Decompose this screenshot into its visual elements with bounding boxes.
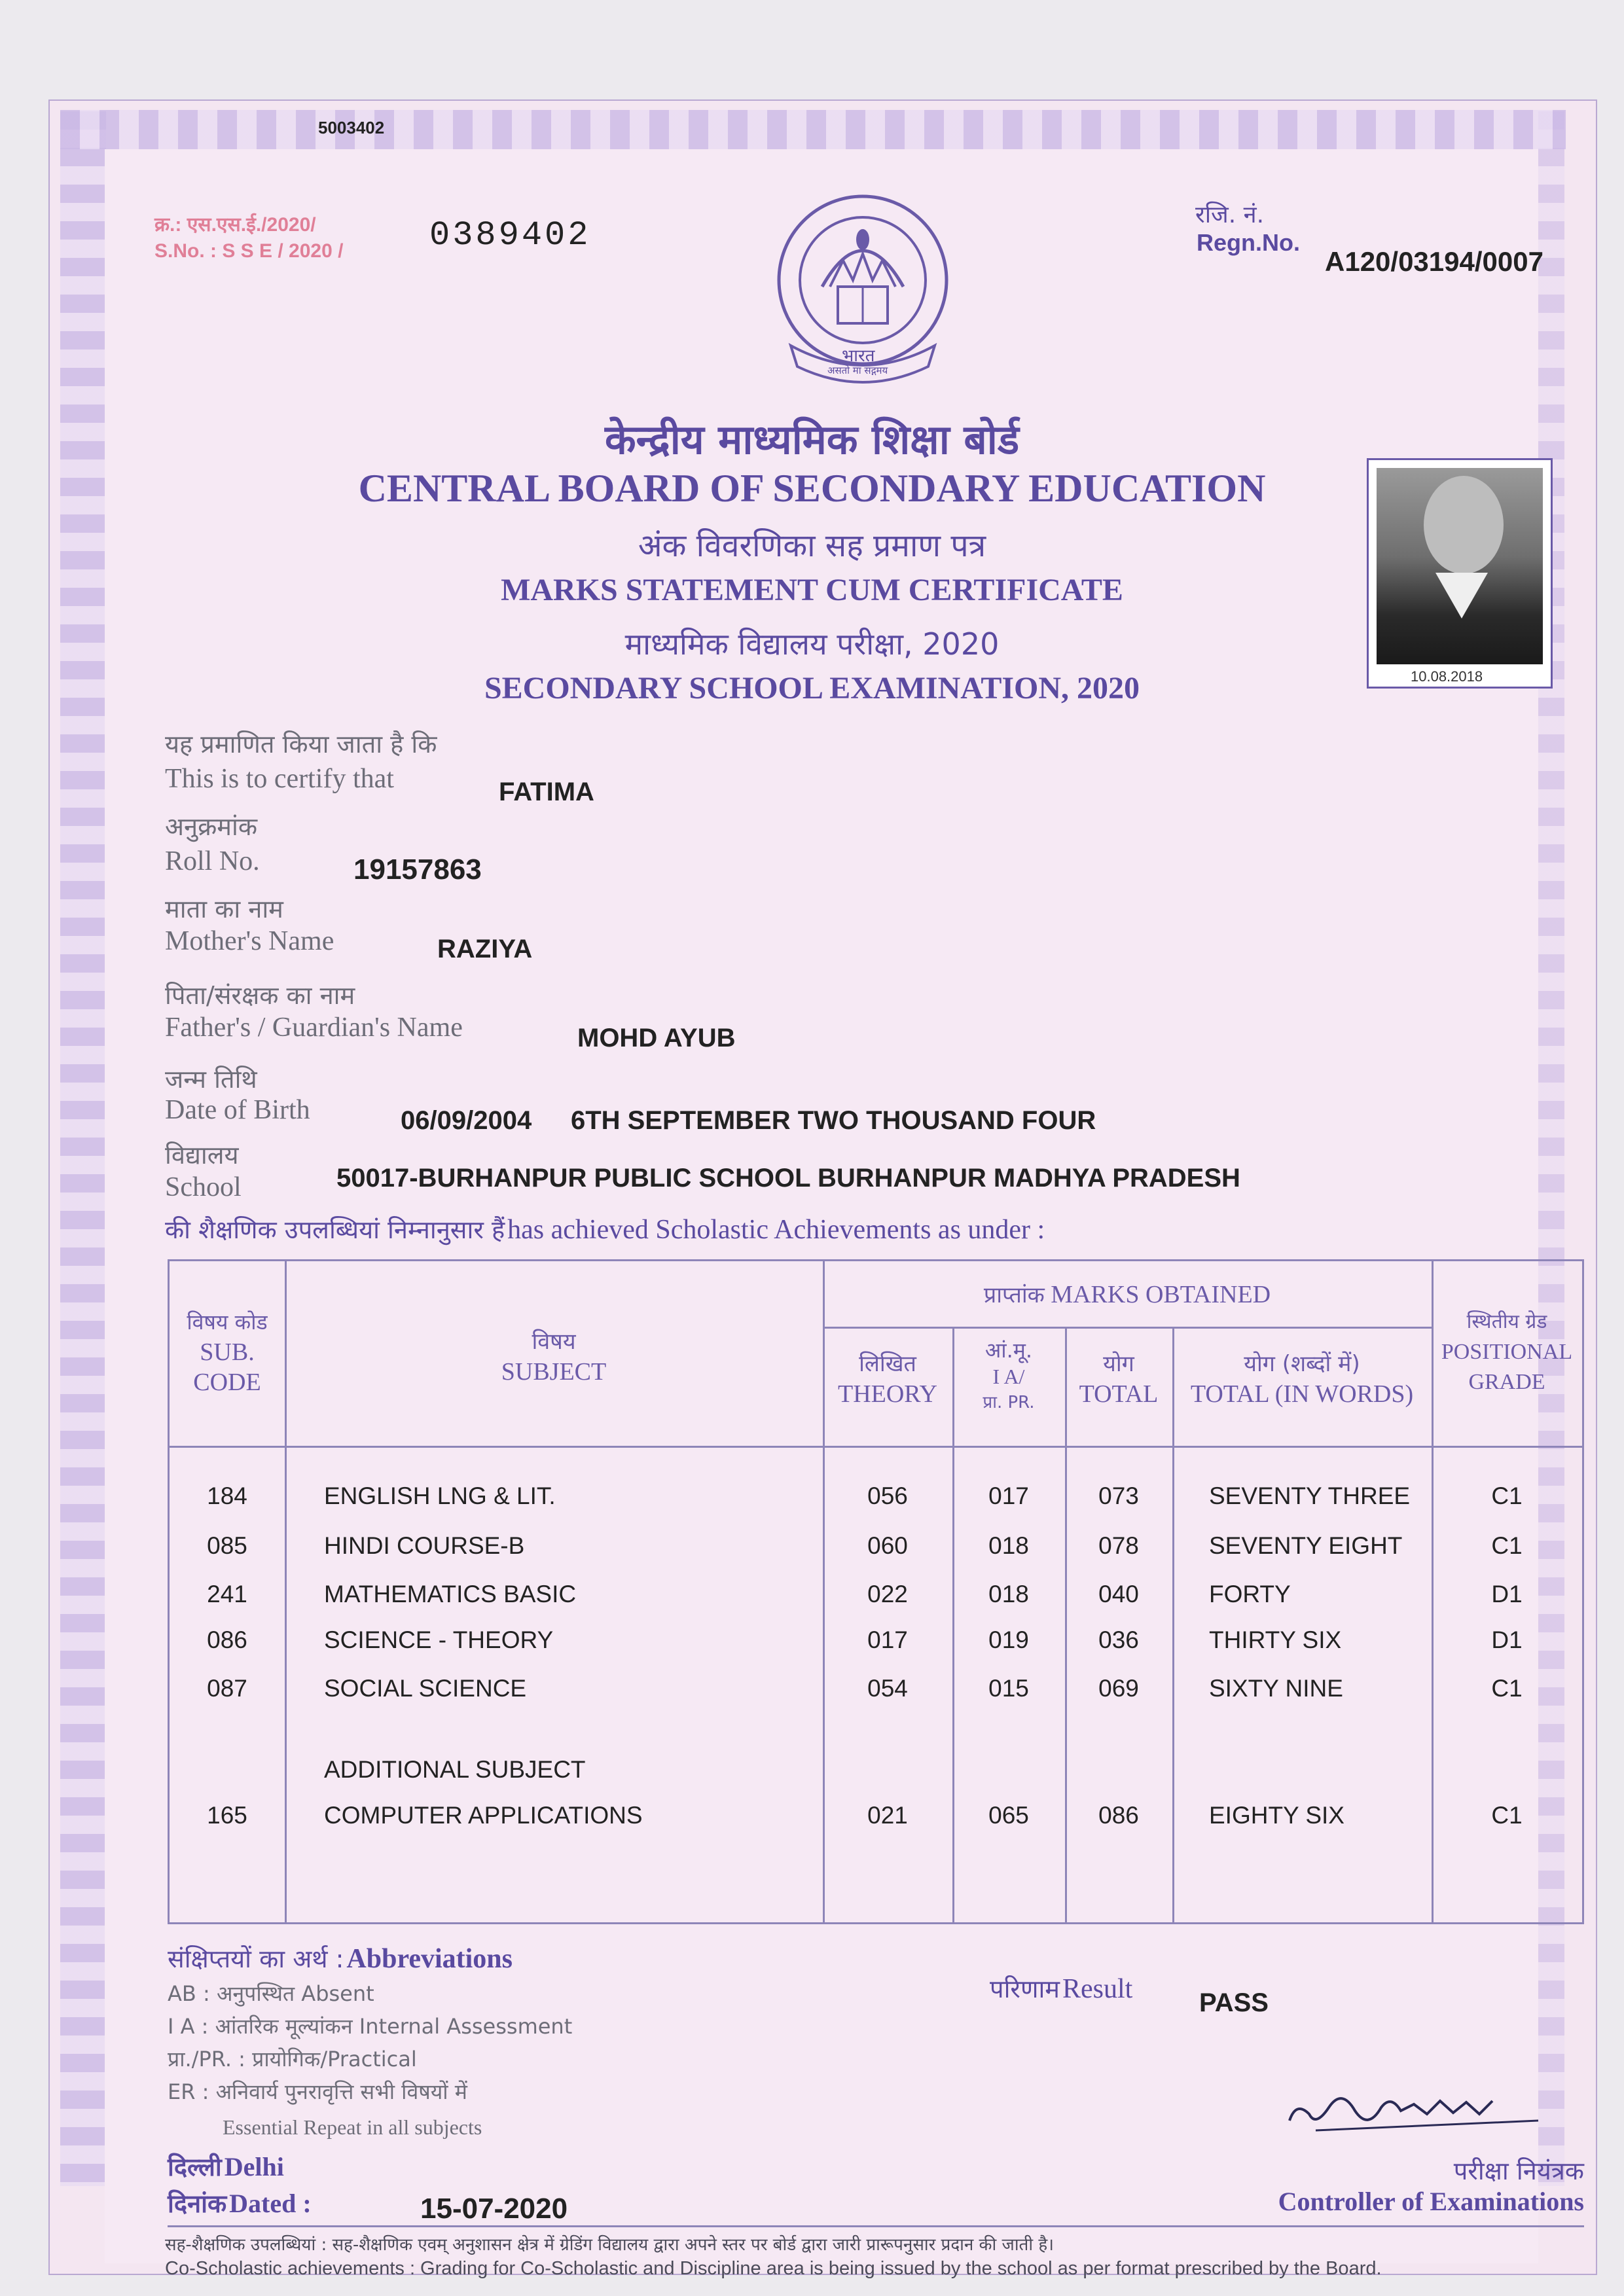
- cell-theory: 060: [867, 1532, 908, 1559]
- cell-grade: C1: [1491, 1675, 1523, 1702]
- cell-grade: D1: [1491, 1626, 1523, 1653]
- cell-ia: 015: [988, 1675, 1029, 1702]
- header-theory-hindi: लिखित: [859, 1351, 916, 1377]
- header-ia-label: I A/: [992, 1365, 1025, 1388]
- sno-english: S.No. : S S E / 2020 /: [154, 240, 344, 262]
- abbr-er-2: Essential Repeat in all subjects: [223, 2115, 482, 2139]
- roll-label: Roll No.: [165, 846, 260, 876]
- result-value: PASS: [1199, 1988, 1269, 2017]
- abbreviations-title-label: Abbreviations: [346, 1944, 513, 1974]
- cbse-emblem: [765, 188, 961, 391]
- school-label: School: [165, 1172, 242, 1202]
- cell-total: 078: [1098, 1532, 1139, 1559]
- header-marks-label: MARKS OBTAINED: [1051, 1281, 1271, 1308]
- emblem-motto: असतो मा सद्गमय: [827, 365, 888, 376]
- signature-graphic: [1276, 2075, 1551, 2147]
- school-name: 50017-BURHANPUR PUBLIC SCHOOL BURHANPUR MADHYA PRADESH: [336, 1164, 1240, 1193]
- cell-subject: SOCIAL SCIENCE: [324, 1675, 527, 1702]
- certificate-number: 0389402: [429, 216, 591, 255]
- place-label: Delhi: [224, 2152, 284, 2181]
- table-row: [170, 1581, 1582, 1613]
- cell-code: 241: [207, 1581, 247, 1607]
- cell-code: 184: [207, 1482, 247, 1509]
- school-label-hindi: विद्यालय: [165, 1141, 239, 1170]
- exam-title-hindi: माध्यमिक विद्यालय परीक्षा, 2020: [624, 626, 1000, 662]
- cell-words: FORTY: [1209, 1581, 1291, 1607]
- table-row: [170, 1532, 1582, 1565]
- cell-theory: 056: [867, 1482, 908, 1509]
- note-hindi: सह-शैक्षणिक उपलब्धियां : सह-शैक्षणिक एवम् अनुशासन क्षेत्र में ग्रेडिंग विद्यालय द्वारा अपने स्तर पर बोर्ड द्वारा जारी प्रारूपनुसार प्रदान की जाती है।: [165, 2235, 1055, 2255]
- dob-label-hindi: जन्म तिथि: [165, 1065, 257, 1094]
- header-code-hindi: विषय कोड: [187, 1310, 268, 1335]
- student-name: FATIMA: [499, 778, 594, 806]
- place-hindi: दिल्ली: [168, 2153, 222, 2181]
- statement-title-hindi: अंक विवरणिका सह प्रमाण पत्र: [638, 528, 986, 564]
- result-label: [990, 1971, 1132, 2005]
- abbr-pr: प्रा./PR. : प्रायोगिक/Practical: [168, 2047, 417, 2072]
- cell-total: 036: [1098, 1626, 1139, 1653]
- cell-words: SEVENTY THREE: [1209, 1482, 1411, 1509]
- cell-words: EIGHTY SIX: [1209, 1802, 1344, 1829]
- mother-label: Mother's Name: [165, 926, 334, 956]
- table-row: [170, 1626, 1582, 1659]
- mother-label-hindi: माता का नाम: [165, 895, 283, 924]
- cell-grade: D1: [1491, 1581, 1523, 1607]
- controller-signature: [1276, 2075, 1551, 2147]
- father-label-hindi: पिता/संरक्षक का नाम: [165, 981, 355, 1010]
- cell-ia: 065: [988, 1802, 1029, 1829]
- controller-title: Controller of Examinations: [1278, 2187, 1584, 2216]
- header-words-hindi: योग (शब्दों में): [1244, 1351, 1360, 1377]
- regn-label: Regn.No.: [1197, 229, 1300, 256]
- cell-grade: C1: [1491, 1532, 1523, 1559]
- cell-total: 069: [1098, 1675, 1139, 1702]
- note-english: Co-Scholastic achievements : Grading for Co-Scholastic and Discipline area is being issued by the school as per format prescribed by the Board.: [165, 2258, 1382, 2279]
- header-total-hindi: योग: [1103, 1351, 1134, 1377]
- roll-label-hindi: अनुक्रमांक: [165, 812, 258, 841]
- statement-title: MARKS STATEMENT CUM CERTIFICATE: [501, 573, 1123, 607]
- result-label-english: Result: [1062, 1974, 1133, 2004]
- controller-hindi: परीक्षा नियंत्रक: [1453, 2157, 1584, 2185]
- cell-code: 087: [207, 1675, 247, 1702]
- header-total-label: TOTAL: [1079, 1380, 1159, 1408]
- cell-subject: COMPUTER APPLICATIONS: [324, 1802, 643, 1829]
- cell-subject: MATHEMATICS BASIC: [324, 1581, 577, 1607]
- dob-value: 06/09/2004: [401, 1106, 532, 1135]
- header-marks-hindi: प्राप्तांक: [983, 1282, 1045, 1308]
- header-words-label: TOTAL (IN WORDS): [1190, 1380, 1414, 1408]
- cell-subject: HINDI COURSE-B: [324, 1532, 525, 1559]
- regn-number: A120/03194/0007: [1325, 246, 1543, 277]
- header-subject-label: SUBJECT: [501, 1358, 607, 1386]
- father-name: MOHD AYUB: [577, 1024, 736, 1052]
- dated-label: Dated :: [229, 2189, 312, 2218]
- table-row: [170, 1482, 1582, 1515]
- issue-date: 15-07-2020: [420, 2193, 568, 2225]
- cell-grade: C1: [1491, 1802, 1523, 1829]
- cell-words: SEVENTY EIGHT: [1209, 1532, 1403, 1559]
- table-row: [170, 1675, 1582, 1708]
- cell-subject: SCIENCE - THEORY: [324, 1626, 554, 1653]
- dated-hindi: दिनांक: [168, 2189, 227, 2218]
- header-ia-pr: प्रा. PR.: [983, 1393, 1035, 1412]
- mother-name: RAZIYA: [437, 935, 533, 963]
- cell-ia: 019: [988, 1626, 1029, 1653]
- exam-title: SECONDARY SCHOOL EXAMINATION, 2020: [484, 671, 1140, 706]
- cell-theory: 017: [867, 1626, 908, 1653]
- abbreviations-title-hindi: संक्षिप्तयों का अर्थ :: [168, 1945, 344, 1973]
- footer-divider: [168, 2225, 1584, 2227]
- board-title-hindi: केन्द्रीय माध्यमिक शिक्षा बोर्ड: [605, 416, 1019, 463]
- sno-hindi: क्र.: एस.एस.ई./2020/: [154, 214, 316, 236]
- cell-theory: 054: [867, 1675, 908, 1702]
- result-label-hindi: परिणाम: [990, 1975, 1060, 2003]
- cell-code: 086: [207, 1626, 247, 1653]
- header-theory-label: THEORY: [838, 1380, 937, 1408]
- cell-grade: C1: [1491, 1482, 1523, 1509]
- photo-date: 10.08.2018: [1411, 668, 1483, 685]
- serial-number: 5003402: [318, 118, 385, 137]
- header-grade-1: POSITIONAL: [1441, 1340, 1573, 1364]
- header-code-1: SUB.: [200, 1338, 255, 1366]
- marks-table: [168, 1259, 1584, 1924]
- additional-subject-label: ADDITIONAL SUBJECT: [324, 1756, 586, 1783]
- abbr-ab: AB : अनुपस्थित Absent: [168, 1981, 374, 2006]
- abbreviations-title: [168, 1941, 513, 1975]
- dob-words: 6TH SEPTEMBER TWO THOUSAND FOUR: [571, 1106, 1096, 1135]
- cell-words: SIXTY NINE: [1209, 1675, 1343, 1702]
- dated-line: [168, 2186, 312, 2220]
- cell-theory: 022: [867, 1581, 908, 1607]
- achievements-line: [165, 1212, 1045, 1246]
- cell-total: 073: [1098, 1482, 1139, 1509]
- cell-code: 085: [207, 1532, 247, 1559]
- certify-label-hindi: यह प्रमाणित किया जाता है कि: [165, 730, 437, 759]
- dob-label: Date of Birth: [165, 1095, 310, 1125]
- cell-words: THIRTY SIX: [1209, 1626, 1342, 1653]
- cell-ia: 018: [988, 1532, 1029, 1559]
- cell-total: 040: [1098, 1581, 1139, 1607]
- header-grade-2: GRADE: [1468, 1370, 1545, 1394]
- abbr-er: ER : अनिवार्य पुनरावृत्ति सभी विषयों में: [168, 2079, 467, 2104]
- roll-number: 19157863: [353, 853, 482, 886]
- cell-total: 086: [1098, 1802, 1139, 1829]
- header-subject-hindi: विषय: [532, 1329, 576, 1355]
- achievements-hindi: की शैक्षणिक उपलब्धियां निम्नानुसार हैं: [165, 1215, 505, 1244]
- regn-label-hindi: रजि. नं.: [1195, 202, 1265, 228]
- certify-label: This is to certify that: [165, 764, 394, 794]
- cell-ia: 017: [988, 1482, 1029, 1509]
- table-row-additional: [170, 1802, 1582, 1835]
- cell-subject: ENGLISH LNG & LIT.: [324, 1482, 556, 1509]
- wavy-border-top: [60, 110, 1566, 149]
- header-code-2: CODE: [193, 1369, 261, 1396]
- abbr-ia: I A : आंतरिक मूल्यांकन Internal Assessment: [168, 2014, 573, 2039]
- emblem-text: भारत: [842, 346, 875, 366]
- header-grade-hindi: स्थितीय ग्रेड: [1466, 1310, 1547, 1333]
- cell-theory: 021: [867, 1802, 908, 1829]
- father-label: Father's / Guardian's Name: [165, 1013, 463, 1043]
- cell-code: 165: [207, 1802, 247, 1829]
- place-line: [168, 2149, 284, 2183]
- header-ia-hindi: आं.मू.: [984, 1338, 1033, 1363]
- board-title: CENTRAL BOARD OF SECONDARY EDUCATION: [358, 467, 1266, 510]
- cell-ia: 018: [988, 1581, 1029, 1607]
- achievements-label: has achieved Scholastic Achievements as under :: [507, 1215, 1045, 1245]
